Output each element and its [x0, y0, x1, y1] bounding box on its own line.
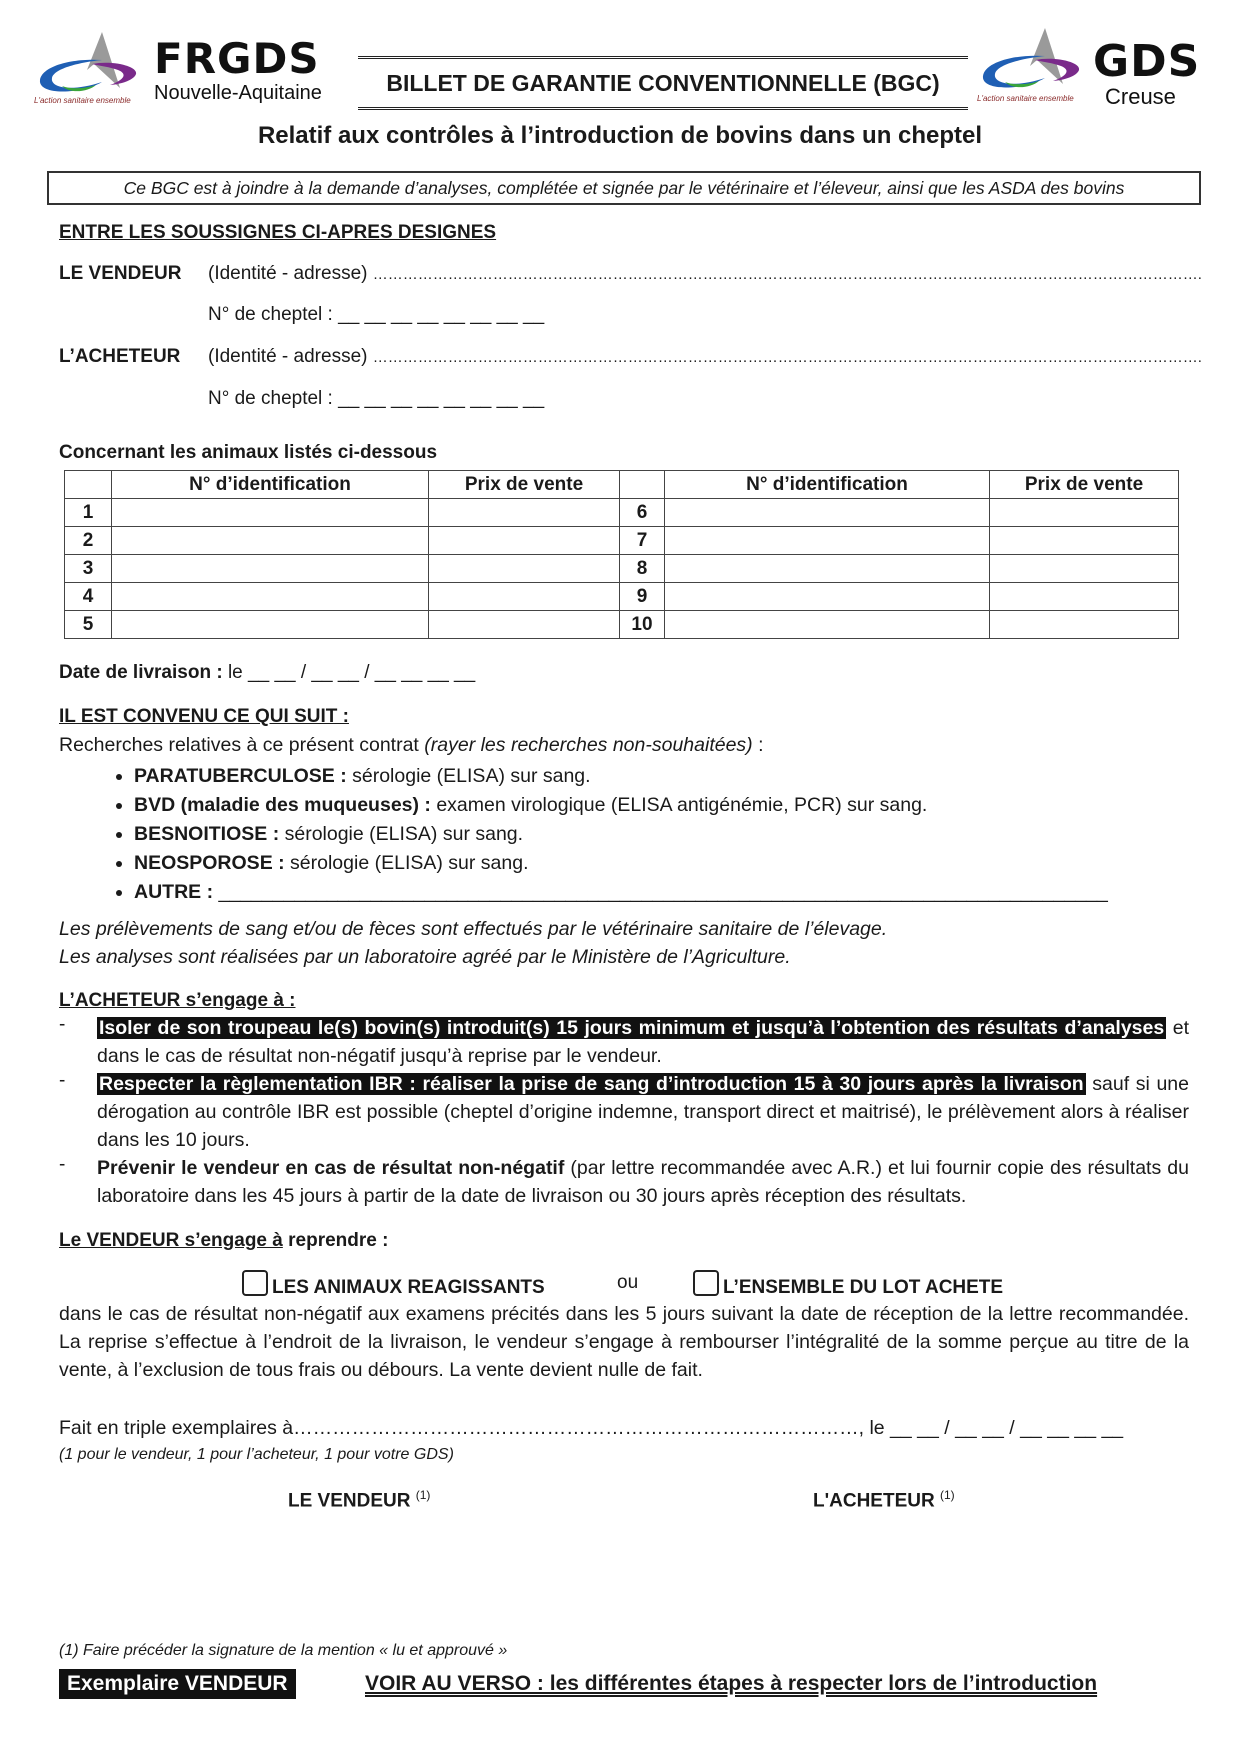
- agreement-intro: [59, 734, 764, 757]
- test-item-autre[interactable]: [134, 878, 1108, 907]
- test-desc: sérologie (ELISA) sur sang.: [346, 765, 591, 787]
- dash: -: [59, 1014, 66, 1035]
- agreement-intro-italic: (rayer les recherches non-souhaitées): [424, 734, 753, 756]
- buyer-signature-area[interactable]: [720, 1520, 1120, 1620]
- id-cell[interactable]: [112, 555, 429, 583]
- delivery-date-le: le: [227, 662, 243, 683]
- seller-signature-label: [288, 1488, 430, 1512]
- option-reacting-animals[interactable]: [242, 1270, 545, 1299]
- table-header-num: [65, 471, 112, 499]
- row-number: 7: [620, 527, 665, 555]
- buyer-signature-sup: (1): [939, 1488, 955, 1502]
- verso-link: VOIR AU VERSO : les différentes étapes à respecter lors de l’introduction: [365, 1672, 1098, 1695]
- table-row: [65, 583, 1179, 611]
- test-desc: sérologie (ELISA) sur sang.: [279, 823, 524, 845]
- buyer-cheptel-field[interactable]: [208, 388, 544, 410]
- test-item-bvd[interactable]: [134, 791, 1108, 820]
- id-cell[interactable]: [665, 527, 990, 555]
- table-row: [65, 499, 1179, 527]
- id-cell[interactable]: [665, 499, 990, 527]
- footnote: (1) Faire précéder la signature de la mention « lu et approuvé »: [59, 1642, 508, 1659]
- agreement-intro-end: :: [752, 734, 764, 756]
- frgds-logo: [32, 30, 342, 110]
- delivery-date-label: Date de livraison :: [59, 662, 223, 683]
- commitment-text: et dans le cas de résultat non-négatif jusqu’à reprise par le vendeur.: [97, 1017, 1189, 1067]
- seller-identity-label: (Identité - adresse): [208, 263, 368, 284]
- gds-brand: GDS: [1093, 36, 1201, 87]
- document-title: BILLET DE GARANTIE CONVENTIONNELLE (BGC): [358, 56, 968, 110]
- id-cell[interactable]: [112, 611, 429, 639]
- test-item-paratuberculose[interactable]: [134, 762, 1108, 791]
- row-number: 10: [620, 611, 665, 639]
- table-header-row: [65, 471, 1179, 499]
- commitment-text: (par lettre recommandée avec A.R.) et lui fournir copie des résultats du laboratoire dans les 45 jours à partir de la date de livraison ou 30 jours après réception des résultats.: [97, 1157, 1189, 1207]
- buyer-commitment-1: [59, 1014, 1189, 1070]
- animals-table: [64, 470, 1179, 639]
- price-cell[interactable]: [429, 583, 620, 611]
- seller-commitments-heading: [59, 1230, 388, 1252]
- test-item-neosporose[interactable]: [134, 849, 1108, 878]
- gds-region: Creuse: [1105, 84, 1176, 109]
- test-name: AUTRE :: [134, 881, 214, 903]
- id-cell[interactable]: [112, 499, 429, 527]
- seller-signature-area[interactable]: [200, 1520, 600, 1620]
- row-number: 2: [65, 527, 112, 555]
- seller-signature-sup: (1): [415, 1488, 431, 1502]
- copy-label: Exemplaire VENDEUR: [59, 1669, 296, 1699]
- price-cell[interactable]: [990, 527, 1179, 555]
- buyer-identity-label: (Identité - adresse): [208, 346, 368, 367]
- buyer-cheptel-label: N° de cheptel :: [208, 388, 333, 409]
- price-cell[interactable]: [990, 499, 1179, 527]
- made-at-field[interactable]: Fait en triple exemplaires à……………………………………………………………………………, le __ __ / __ __ / __ __ __ __: [59, 1417, 1124, 1439]
- test-item-besnoitiose[interactable]: [134, 820, 1108, 849]
- option-reacting-label: LES ANIMAUX REAGISSANTS: [272, 1277, 545, 1298]
- seller-identity-field[interactable]: [208, 263, 1202, 285]
- commitment-highlight: Respecter la règlementation IBR : réaliser la prise de sang d’introduction 15 à 30 jours après la livraison: [99, 1073, 1084, 1095]
- price-cell[interactable]: [990, 555, 1179, 583]
- instruction-note: Ce BGC est à joindre à la demande d’analyses, complétée et signée par le vétérinaire et l’éleveur, ainsi que les ASDA des bovins: [47, 171, 1201, 205]
- seller-signature-text: LE VENDEUR: [288, 1490, 411, 1512]
- seller-label: LE VENDEUR: [59, 263, 182, 284]
- commitment-bold: Prévenir le vendeur en cas de résultat non-négatif: [97, 1157, 565, 1179]
- table-header-num-right: [620, 471, 665, 499]
- table-header-id-right: N° d’identification: [665, 471, 990, 499]
- buyer-signature-label: [813, 1488, 955, 1512]
- buyer-label: L’ACHETEUR: [59, 346, 181, 367]
- test-desc: examen virologique (ELISA antigénémie, PCR) sur sang.: [430, 794, 928, 816]
- animals-heading: Concernant les animaux listés ci-dessous: [59, 442, 438, 463]
- test-name: PARATUBERCULOSE :: [134, 765, 347, 787]
- dash: -: [59, 1154, 66, 1175]
- table-row: [65, 611, 1179, 639]
- test-desc: __________________________________________________________________________________: [213, 881, 1108, 903]
- row-number: 8: [620, 555, 665, 583]
- row-number: 9: [620, 583, 665, 611]
- agreement-intro-text: Recherches relatives à ce présent contrat: [59, 734, 425, 756]
- checkbox-whole-lot[interactable]: [693, 1270, 719, 1296]
- id-cell[interactable]: [665, 555, 990, 583]
- row-number: 4: [65, 583, 112, 611]
- id-cell[interactable]: [112, 527, 429, 555]
- buyer-commitments-heading: L’ACHETEUR s’engage à :: [59, 990, 296, 1011]
- option-whole-lot-label: L’ENSEMBLE DU LOT ACHETE: [723, 1277, 1004, 1298]
- seller-cheptel-label: N° de cheptel :: [208, 304, 333, 325]
- test-desc: sérologie (ELISA) sur sang.: [284, 852, 529, 874]
- parties-heading: ENTRE LES SOUSSIGNES CI-APRES DESIGNES: [59, 222, 497, 243]
- id-cell[interactable]: [665, 583, 990, 611]
- frgds-region: Nouvelle-Aquitaine: [154, 82, 322, 104]
- table-header-id-left: N° d’identification: [112, 471, 429, 499]
- buyer-cheptel-blanks: __ __ __ __ __ __ __ __: [338, 388, 545, 409]
- seller-cheptel-blanks: __ __ __ __ __ __ __ __: [338, 304, 545, 325]
- delivery-date-blanks: __ __ / __ __ / __ __ __ __: [248, 662, 476, 683]
- price-cell[interactable]: [429, 499, 620, 527]
- table-header-price-right: Prix de vente: [990, 471, 1179, 499]
- row-number: 6: [620, 499, 665, 527]
- table-row: [65, 555, 1179, 583]
- price-cell[interactable]: [990, 583, 1179, 611]
- tests-list: [96, 762, 1108, 907]
- seller-commitment-text: dans le cas de résultat non-négatif aux examens précités dans les 5 jours suivant la date de réception de la lettre recommandée. La reprise s’effectue à l’endroit de la livraison, le vendeur s’engage à rembourser l’intégralité de la somme perçue au titre de la vente, à l’exclusion de tous frais ou débours. La vente devient nulle de fait.: [59, 1303, 1189, 1381]
- gds-tagline: L'action sanitaire ensemble: [977, 94, 1074, 103]
- id-cell[interactable]: [665, 611, 990, 639]
- buyer-identity-field[interactable]: [208, 346, 1202, 368]
- copies-note: (1 pour le vendeur, 1 pour l’acheteur, 1 pour votre GDS): [59, 1446, 454, 1463]
- frgds-brand: FRGDS: [154, 34, 320, 83]
- price-cell[interactable]: [429, 555, 620, 583]
- row-number: 1: [65, 499, 112, 527]
- row-number: 5: [65, 611, 112, 639]
- buyer-commitment-2: [59, 1070, 1189, 1154]
- gds-logo: [975, 24, 1215, 109]
- dash: -: [59, 1070, 66, 1091]
- seller-heading-rest: reprendre :: [282, 1230, 389, 1251]
- price-cell[interactable]: [429, 611, 620, 639]
- commitment-highlight: Isoler de son troupeau le(s) bovin(s) introduit(s) 15 jours minimum et jusqu’à l’obtention des résultats d’analyses: [99, 1017, 1165, 1039]
- price-cell[interactable]: [990, 611, 1179, 639]
- row-number: 3: [65, 555, 112, 583]
- table-row: [65, 527, 1179, 555]
- lab-note: Les analyses sont réalisées par un laboratoire agréé par le Ministère de l’Agriculture.: [59, 946, 791, 968]
- sampling-note: Les prélèvements de sang et/ou de fèces sont effectués par le vétérinaire sanitaire de l’élevage.: [59, 918, 888, 940]
- commitment-text: sauf si une dérogation au contrôle IBR est possible (cheptel d’origine indemne, transport direct et maitrisé), le prélèvement alors à réaliser dans les 10 jours.: [97, 1073, 1189, 1151]
- buyer-commitment-3: [59, 1154, 1189, 1210]
- frgds-tagline: L'action sanitaire ensemble: [34, 96, 131, 105]
- price-cell[interactable]: [429, 527, 620, 555]
- id-cell[interactable]: [112, 583, 429, 611]
- buyer-identity-dots: ………………………………………………………………………………………………………………………………………………….: [372, 349, 1202, 366]
- buyer-signature-text: L'ACHETEUR: [813, 1490, 935, 1512]
- document-subtitle: Relatif aux contrôles à l’introduction de bovins dans un cheptel: [257, 122, 983, 149]
- checkbox-reacting-animals[interactable]: [242, 1270, 268, 1296]
- seller-heading-underlined: Le VENDEUR s’engage à: [59, 1230, 283, 1251]
- test-name: NEOSPOROSE :: [134, 852, 285, 874]
- test-name: BVD (maladie des muqueuses) :: [134, 794, 431, 816]
- seller-cheptel-field[interactable]: [208, 304, 544, 326]
- agreement-heading: IL EST CONVENU CE QUI SUIT :: [59, 706, 349, 727]
- test-name: BESNOITIOSE :: [134, 823, 280, 845]
- option-or: ou: [617, 1272, 639, 1293]
- option-whole-lot[interactable]: [693, 1270, 1003, 1299]
- seller-identity-dots: ………………………………………………………………………………………………………………………………………………….: [372, 266, 1202, 283]
- table-header-price-left: Prix de vente: [429, 471, 620, 499]
- delivery-date-field[interactable]: [59, 662, 475, 684]
